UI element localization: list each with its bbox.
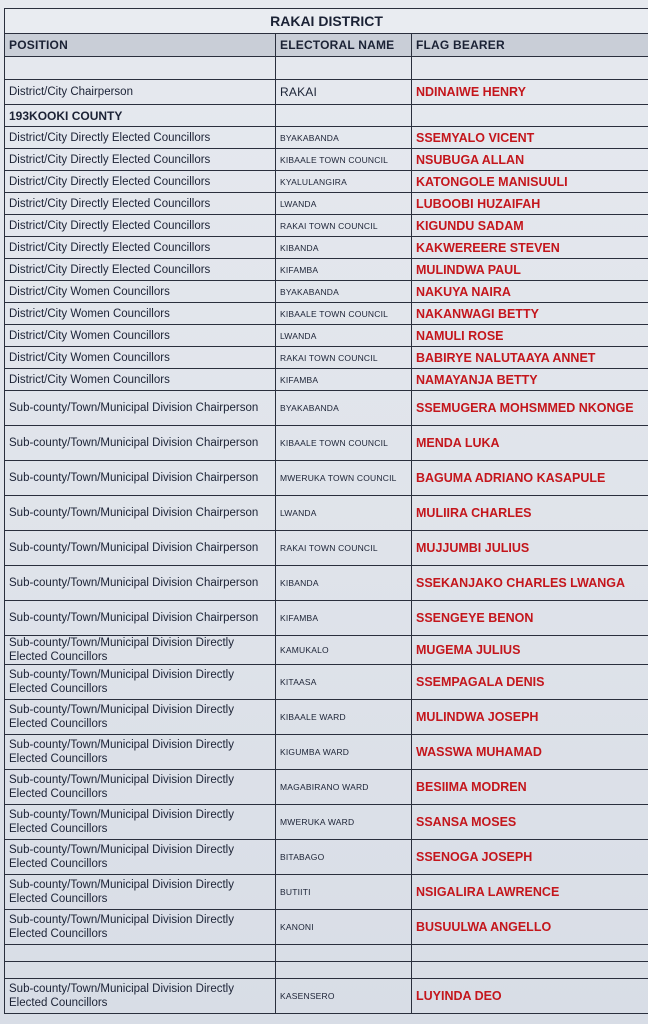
flag-bearer-cell: NSUBUGA ALLAN — [412, 149, 648, 171]
table-row — [5, 910, 648, 945]
position-cell: Sub-county/Town/Municipal Division Directly Elected Councillors — [5, 735, 276, 770]
position-cell: Sub-county/Town/Municipal Division Chairperson — [5, 426, 276, 461]
position-cell: District/City Directly Elected Councillors — [5, 237, 276, 259]
electoral-name-cell: RAKAI TOWN COUNCIL — [276, 215, 412, 237]
position-cell: District/City Women Councillors — [5, 281, 276, 303]
table-row — [5, 259, 648, 281]
table-row — [5, 281, 648, 303]
position-cell: Sub-county/Town/Municipal Division Chairperson — [5, 391, 276, 426]
position-cell: District/City Directly Elected Councillors — [5, 149, 276, 171]
flag-bearers-table — [4, 8, 648, 1014]
flag-bearer-cell: KIGUNDU SADAM — [412, 215, 648, 237]
position-cell: Sub-county/Town/Municipal Division Directly Elected Councillors — [5, 840, 276, 875]
table-row — [5, 303, 648, 325]
electoral-name-cell: KIBAALE WARD — [276, 700, 412, 735]
table-row — [5, 700, 648, 735]
electoral-name-cell: KIBAALE TOWN COUNCIL — [276, 426, 412, 461]
electoral-name-cell: KYALULANGIRA — [276, 171, 412, 193]
table-row — [5, 391, 648, 426]
position-cell: Sub-county/Town/Municipal Division Directly Elected Councillors — [5, 805, 276, 840]
table-row — [5, 215, 648, 237]
electoral-name-cell: BYAKABANDA — [276, 281, 412, 303]
position-cell: District/City Women Councillors — [5, 347, 276, 369]
flag-bearer-cell: NDINAIWE HENRY — [412, 80, 648, 105]
table-row — [5, 770, 648, 805]
flag-bearer-cell: SSENGEYE BENON — [412, 601, 648, 636]
flag-bearer-cell: MULINDWA PAUL — [412, 259, 648, 281]
flag-bearer-cell: SSEMPAGALA DENIS — [412, 665, 648, 700]
column-header-electoral-name: ELECTORAL NAME — [276, 34, 412, 57]
table-row — [5, 566, 648, 601]
flag-bearer-cell: WASSWA MUHAMAD — [412, 735, 648, 770]
table-row — [5, 193, 648, 215]
blank-row — [5, 962, 648, 979]
flag-bearer-cell: NAKANWAGI BETTY — [412, 303, 648, 325]
flag-bearer-cell: NAMAYANJA BETTY — [412, 369, 648, 391]
flag-bearer-cell: SSEMYALO VICENT — [412, 127, 648, 149]
table-row — [5, 496, 648, 531]
table-row — [5, 347, 648, 369]
electoral-name-cell: KIBANDA — [276, 237, 412, 259]
flag-bearer-cell: MULIIRA CHARLES — [412, 496, 648, 531]
electoral-name-cell: KIFAMBA — [276, 601, 412, 636]
electoral-name-cell: BYAKABANDA — [276, 127, 412, 149]
table-row — [5, 601, 648, 636]
flag-bearer-cell: SSEMUGERA MOHSMMED NKONGE — [412, 391, 648, 426]
document-title: RAKAI DISTRICT — [5, 9, 648, 34]
flag-bearer-cell: MENDA LUKA — [412, 426, 648, 461]
electoral-name-cell: RAKAI TOWN COUNCIL — [276, 531, 412, 566]
position-cell: Sub-county/Town/Municipal Division Directly Elected Councillors — [5, 875, 276, 910]
table-row — [5, 325, 648, 347]
electoral-name-cell: KIBANDA — [276, 566, 412, 601]
county-label: 193KOOKI COUNTY — [5, 105, 276, 127]
position-cell: Sub-county/Town/Municipal Division Chairperson — [5, 566, 276, 601]
electoral-name-cell: BITABAGO — [276, 840, 412, 875]
flag-bearer-cell: KATONGOLE MANISUULI — [412, 171, 648, 193]
table-row — [5, 979, 648, 1014]
table-row — [5, 636, 648, 665]
electoral-name-cell: LWANDA — [276, 193, 412, 215]
position-cell: Sub-county/Town/Municipal Division Chairperson — [5, 531, 276, 566]
electoral-name-cell: KITAASA — [276, 665, 412, 700]
flag-bearer-cell: BESIIMA MODREN — [412, 770, 648, 805]
county-row — [5, 105, 648, 127]
flag-bearer-cell: BAGUMA ADRIANO KASAPULE — [412, 461, 648, 496]
table-row — [5, 80, 648, 105]
flag-bearer-cell: KAKWEREERE STEVEN — [412, 237, 648, 259]
table-row — [5, 149, 648, 171]
table-row — [5, 426, 648, 461]
flag-bearer-cell: MULINDWA JOSEPH — [412, 700, 648, 735]
position-cell: District/City Directly Elected Councillors — [5, 215, 276, 237]
electoral-name-cell: RAKAI — [276, 80, 412, 105]
flag-bearer-cell: BUSUULWA ANGELLO — [412, 910, 648, 945]
electoral-name-cell: BUTIITI — [276, 875, 412, 910]
header-row — [5, 34, 648, 57]
electoral-name-cell: MWERUKA TOWN COUNCIL — [276, 461, 412, 496]
electoral-name-cell: KIFAMBA — [276, 259, 412, 281]
position-cell: District/City Women Councillors — [5, 369, 276, 391]
position-cell: District/City Directly Elected Councillors — [5, 127, 276, 149]
table-row — [5, 875, 648, 910]
electoral-name-cell: MAGABIRANO WARD — [276, 770, 412, 805]
electoral-name-cell: LWANDA — [276, 325, 412, 347]
position-cell: Sub-county/Town/Municipal Division Directly Elected Councillors — [5, 770, 276, 805]
electoral-name-cell: KANONI — [276, 910, 412, 945]
electoral-name-cell: KAMUKALO — [276, 636, 412, 665]
flag-bearer-cell: BABIRYE NALUTAAYA ANNET — [412, 347, 648, 369]
table-row — [5, 127, 648, 149]
position-cell: Sub-county/Town/Municipal Division Chairperson — [5, 601, 276, 636]
electoral-name-cell: KIGUMBA WARD — [276, 735, 412, 770]
flag-bearer-cell: NAMULI ROSE — [412, 325, 648, 347]
table-row — [5, 237, 648, 259]
position-cell: District/City Directly Elected Councillors — [5, 171, 276, 193]
position-cell: District/City Women Councillors — [5, 325, 276, 347]
flag-bearer-cell: SSANSA MOSES — [412, 805, 648, 840]
electoral-name-cell: MWERUKA WARD — [276, 805, 412, 840]
table-row — [5, 735, 648, 770]
column-header-position: POSITION — [5, 34, 276, 57]
flag-bearer-cell: SSEKANJAKO CHARLES LWANGA — [412, 566, 648, 601]
table-row — [5, 369, 648, 391]
position-cell: District/City Directly Elected Councillors — [5, 259, 276, 281]
position-cell: District/City Directly Elected Councillors — [5, 193, 276, 215]
table-row — [5, 171, 648, 193]
column-header-flag-bearer: FLAG BEARER — [412, 34, 648, 57]
flag-bearer-cell: NSIGALIRA LAWRENCE — [412, 875, 648, 910]
electoral-name-cell: KIBAALE TOWN COUNCIL — [276, 149, 412, 171]
title-row — [5, 9, 648, 34]
flag-bearer-cell: MUGEMA JULIUS — [412, 636, 648, 665]
electoral-name-cell: KIFAMBA — [276, 369, 412, 391]
position-cell: Sub-county/Town/Municipal Division Chairperson — [5, 496, 276, 531]
flag-bearer-cell: MUJJUMBI JULIUS — [412, 531, 648, 566]
electoral-name-cell: LWANDA — [276, 496, 412, 531]
table-row — [5, 461, 648, 496]
table-row — [5, 805, 648, 840]
position-cell: Sub-county/Town/Municipal Division Directly Elected Councillors — [5, 979, 276, 1014]
position-cell: District/City Women Councillors — [5, 303, 276, 325]
position-cell: Sub-county/Town/Municipal Division Directly Elected Councillors — [5, 700, 276, 735]
blank-row — [5, 945, 648, 962]
table-row — [5, 840, 648, 875]
flag-bearer-cell: LUYINDA DEO — [412, 979, 648, 1014]
position-cell: Sub-county/Town/Municipal Division Directly Elected Councillors — [5, 910, 276, 945]
flag-bearer-cell: LUBOOBI HUZAIFAH — [412, 193, 648, 215]
blank-row — [5, 57, 648, 80]
electoral-name-cell: KASENSERO — [276, 979, 412, 1014]
electoral-name-cell: RAKAI TOWN COUNCIL — [276, 347, 412, 369]
table-row — [5, 665, 648, 700]
position-cell: District/City Chairperson — [5, 80, 276, 105]
position-cell: Sub-county/Town/Municipal Division Chairperson — [5, 461, 276, 496]
position-cell: Sub-county/Town/Municipal Division Directly Elected Councillors — [5, 665, 276, 700]
flag-bearer-cell: SSENOGA JOSEPH — [412, 840, 648, 875]
electoral-name-cell: KIBAALE TOWN COUNCIL — [276, 303, 412, 325]
flag-bearer-cell: NAKUYA NAIRA — [412, 281, 648, 303]
position-cell: Sub-county/Town/Municipal Division Directly Elected Councillors — [5, 636, 276, 665]
electoral-name-cell: BYAKABANDA — [276, 391, 412, 426]
table-row — [5, 531, 648, 566]
